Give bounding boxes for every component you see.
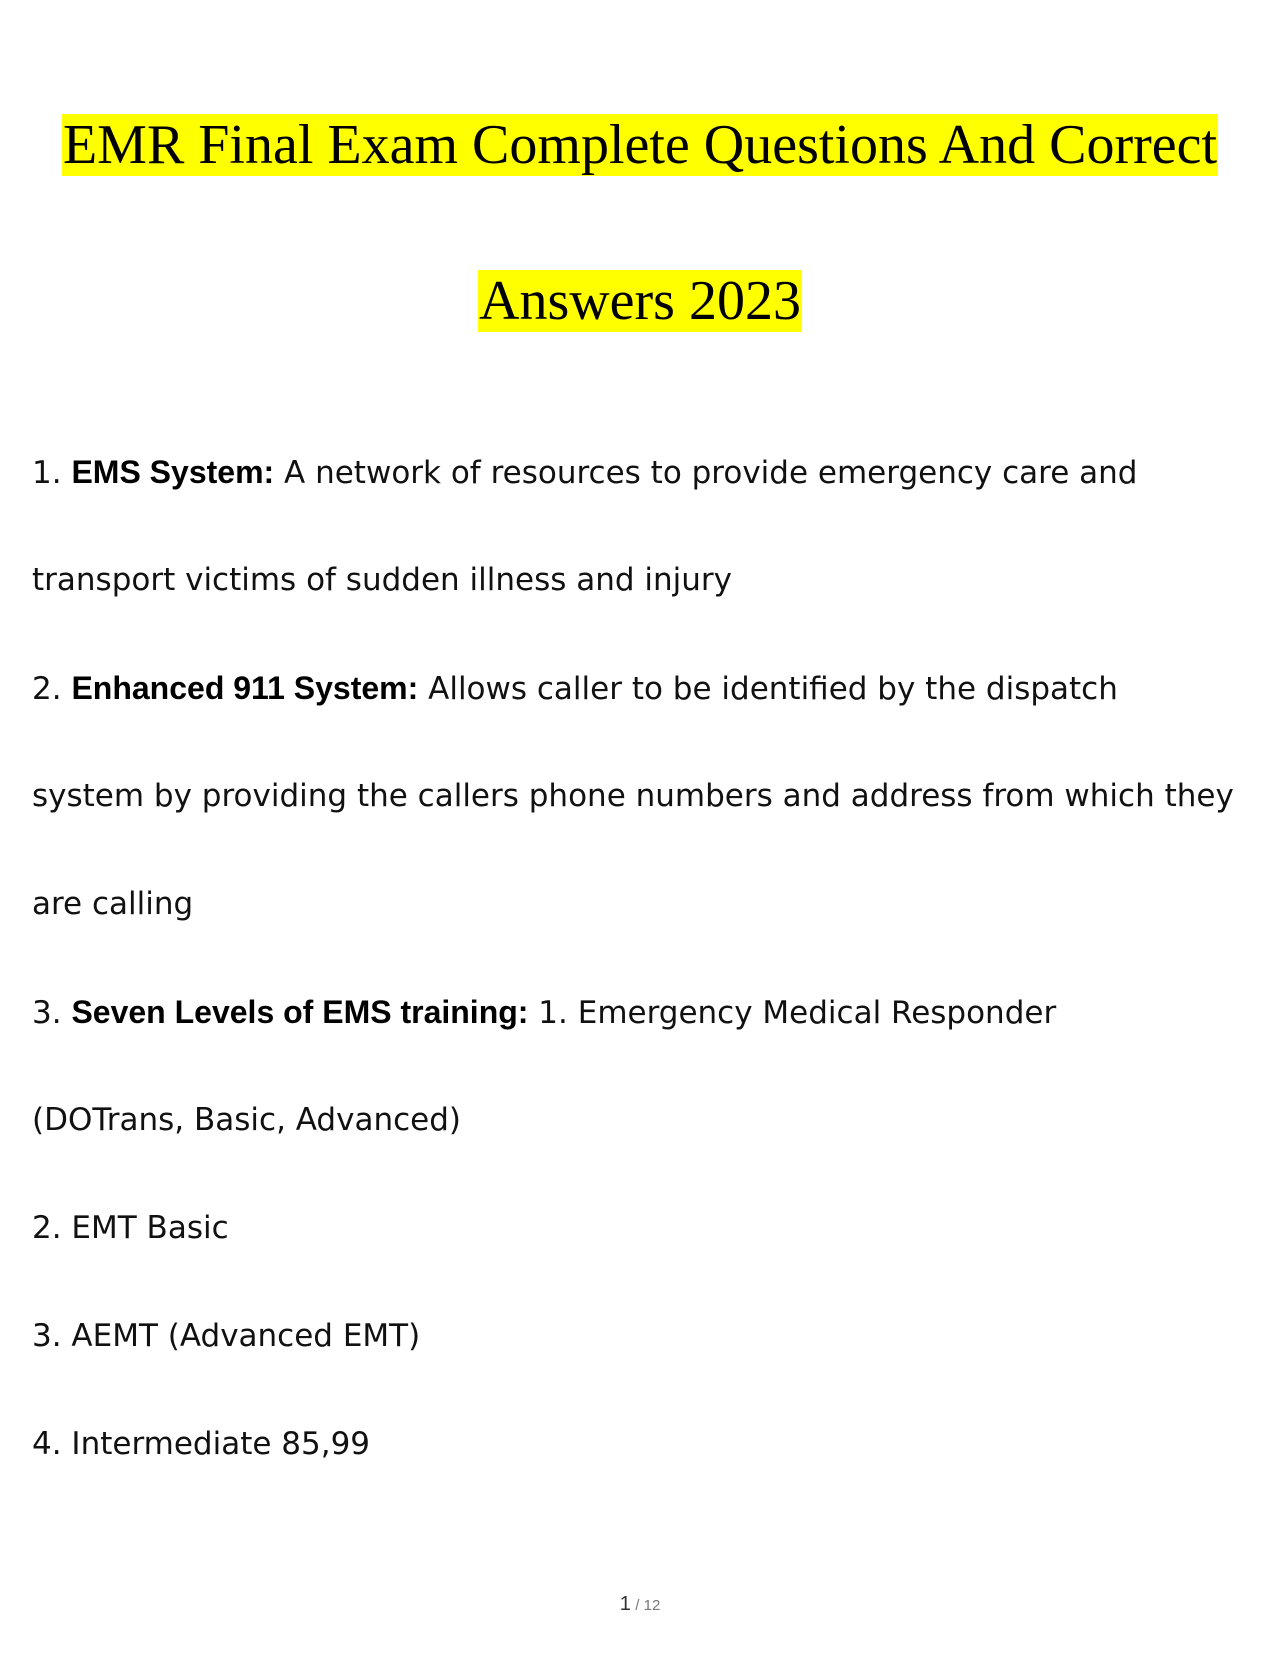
item-3-definition-4: 3. AEMT (Advanced EMT) bbox=[32, 1318, 421, 1354]
item-1-number: 1. bbox=[32, 455, 62, 491]
item-2-term: Enhanced 911 System: bbox=[71, 670, 419, 706]
item-3-line-2 bbox=[32, 1100, 1252, 1140]
item-3-line-4 bbox=[32, 1316, 1252, 1356]
item-2-line-1 bbox=[32, 668, 1252, 709]
title-highlight-1: EMR Final Exam Complete Questions And Correct bbox=[62, 114, 1218, 176]
item-3-definition-1: 1. Emergency Medical Responder bbox=[538, 995, 1057, 1031]
item-3-line-3 bbox=[32, 1208, 1252, 1248]
item-2-definition-2: system by providing the callers phone numbers and address from which they bbox=[32, 778, 1234, 814]
document-title-line-2 bbox=[0, 270, 1280, 332]
item-1-definition-1: A network of resources to provide emergency care and bbox=[284, 455, 1138, 491]
total-pages: / 12 bbox=[635, 1597, 661, 1614]
item-2-definition-1: Allows caller to be identified by the dispatch bbox=[428, 671, 1118, 707]
item-3-definition-2: (DOTrans, Basic, Advanced) bbox=[32, 1102, 461, 1138]
item-3-number: 3. bbox=[32, 995, 62, 1031]
item-1-term: EMS System: bbox=[71, 454, 275, 490]
item-1-line-2 bbox=[32, 560, 1252, 600]
item-2-line-2 bbox=[32, 776, 1252, 816]
item-2-definition-3: are calling bbox=[32, 886, 194, 922]
item-3-line-5 bbox=[32, 1424, 1252, 1464]
item-3-definition-5: 4. Intermediate 85,99 bbox=[32, 1426, 371, 1462]
title-highlight-2: Answers 2023 bbox=[479, 270, 801, 332]
item-2-line-3 bbox=[32, 884, 1252, 924]
item-3-line-1 bbox=[32, 992, 1252, 1033]
item-1-line-1 bbox=[32, 452, 1252, 493]
item-2-number: 2. bbox=[32, 671, 62, 707]
document-title-line-1 bbox=[0, 114, 1280, 176]
current-page: 1 bbox=[619, 1593, 631, 1615]
page-indicator bbox=[0, 1593, 1280, 1616]
item-3-definition-3: 2. EMT Basic bbox=[32, 1210, 229, 1246]
item-1-definition-2: transport victims of sudden illness and injury bbox=[32, 562, 733, 598]
item-3-term: Seven Levels of EMS training: bbox=[71, 994, 529, 1030]
